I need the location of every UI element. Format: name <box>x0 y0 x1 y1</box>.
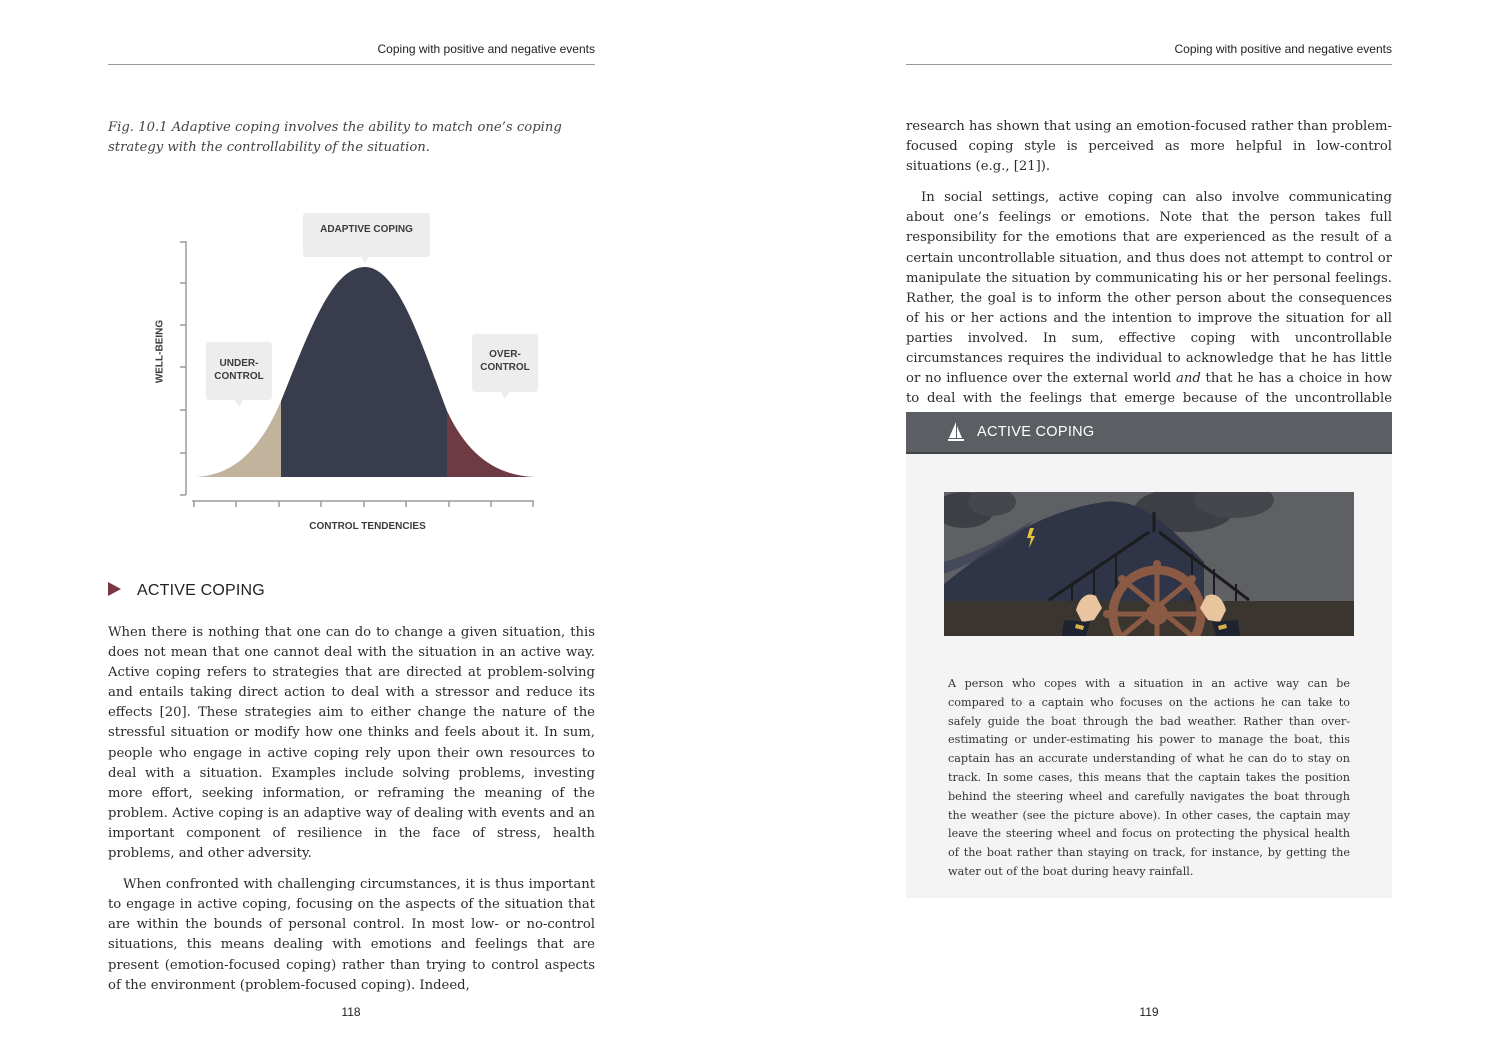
active-coping-box <box>906 412 1392 898</box>
header-rule <box>906 64 1392 65</box>
under-control-label: UNDER-CONTROL <box>214 358 264 382</box>
triangle-bullet-icon <box>108 582 121 596</box>
right-body-text <box>906 117 1392 440</box>
x-axis-label: CONTROL TENDENCIES <box>309 521 426 532</box>
running-head: Coping with positive and negative events <box>377 42 595 56</box>
paragraph: In social settings, active coping can also involve communicating about one’s feelings or emotions. Note that the person takes full responsibility for the emotions that are experienced as the result of a certain uncontrollable situation, and thus does not attempt to control or manipulate the situation by communicating his or her personal feelings. Rather, the goal is to inform the other person about the consequences of his or her actions and the intention to improve the situation for all parties involved. In sum, effective coping with uncontrollable circumstances requires the individual to acknowledge that he has little or no influence over the external world and that he has a choice in how to deal with the feelings that emerge because of the uncontrollable <box>906 190 1392 407</box>
bell-curve-graphic <box>140 205 560 545</box>
sailboat-icon <box>946 421 966 443</box>
adaptive-coping-label: ADAPTIVE COPING <box>320 224 413 235</box>
figure-caption: Fig. 10.1 Adaptive coping involves the ability to match one’s coping strategy with the controllability of the situation. <box>108 120 562 155</box>
header-rule <box>108 64 595 65</box>
paragraph: When there is nothing that one can do to change a given situation, this does not mean that one cannot deal with the situation in an active way. Active coping refers to strategies that are directed at problem-solving and entails taking direct action to deal with a stressor and reduce its effects [20]. These strategies aim to either change the nature of the stressful situation or modify how one thinks and feels about it. In sum, people who engage in active coping rely upon their own resources to deal with a situation. Examples include solving problems, investing more effort, seeking information, or reframing the meaning of the problem. Active coping is an adaptive way of dealing with events and an important component of resilience in the face of stress, health problems, and other adversity. <box>108 625 595 862</box>
page-number: 119 <box>1139 1005 1159 1019</box>
under-control-region <box>196 401 281 477</box>
page-number: 118 <box>341 1005 361 1019</box>
bell-curve-figure <box>140 205 560 545</box>
box-body-text: A person who copes with a situation in an active way can be compared to a captain who focuses on the actions he can take to safely guide the boat through the bad weather. Rather than over-estimating or under-estimating his power to manage the boat, this captain has an accurate understanding of what he can do to stay on track. In some cases, this means that the captain takes the position behind the steering wheel and carefully navigates the boat through the weather (see the picture above). In other cases, the captain may leave the steering wheel and focus on protecting the physical health of the boat rather than staying on track, for instance, by getting the water out of the boat during heavy rainfall. <box>948 677 1350 878</box>
left-body-text <box>108 623 595 1007</box>
x-axis-ticks <box>194 501 533 507</box>
over-control-region <box>447 411 534 477</box>
paragraph: When confronted with challenging circumstances, it is thus important to engage in active coping, focusing on the aspects of the situation that are within the bounds of personal control. In most low- or no-control situations, this means dealing with emotions and feelings that are present (emotion-focused coping) rather than trying to control aspects of the environment (problem-focused coping). Indeed, <box>108 877 595 993</box>
y-axis-label: WELL-BEING <box>154 319 166 384</box>
captain-steering-illustration <box>944 492 1354 636</box>
section-heading-text: ACTIVE COPING <box>137 582 265 599</box>
box-title: ACTIVE COPING <box>977 424 1095 440</box>
adaptive-coping-region <box>281 267 447 477</box>
section-heading <box>108 582 265 600</box>
paragraph: research has shown that using an emotion-focused rather than problem-focused coping style is perceived as more helpful in low-control situations (e.g., [21]). <box>906 119 1392 175</box>
y-axis-ticks <box>180 242 186 495</box>
running-head: Coping with positive and negative events <box>1174 42 1392 56</box>
box-header <box>906 412 1392 454</box>
over-control-label: OVER-CONTROL <box>480 349 530 373</box>
